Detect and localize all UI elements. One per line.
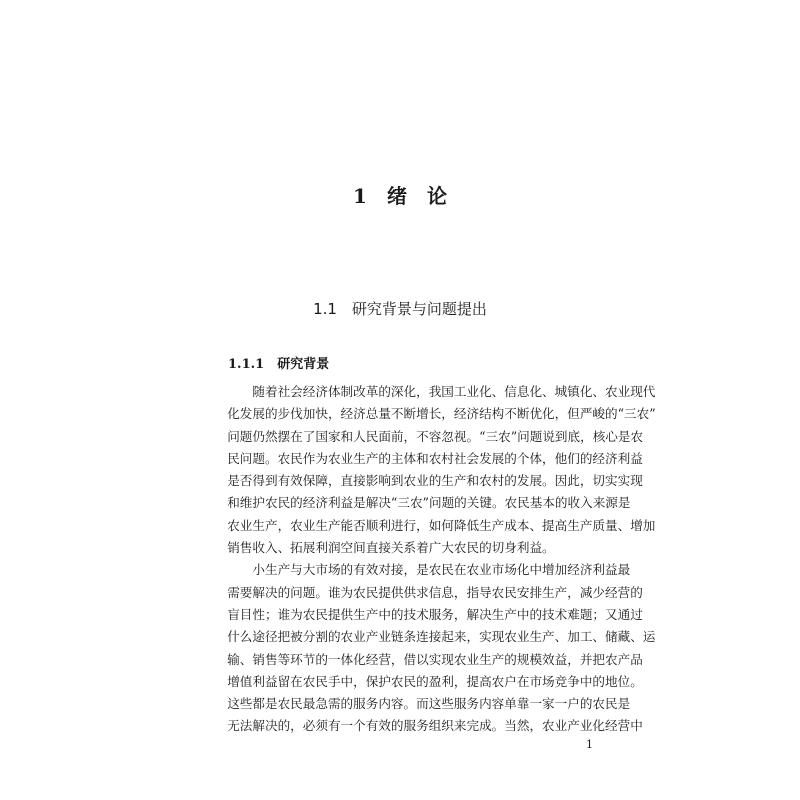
paragraph-1-line-8: 销售收入、拓展利润空间直接关系着广大农民的切身利益。 [227,540,555,556]
paragraph-1-line-1: 随着社会经济体制改革的深化，我国工业化、信息化、城镇化、农业现代 [227,384,656,399]
paragraph-1-line-4: 民问题。农民作为农业生产的主体和农村社会发展的个体，他们的经济利益 [227,450,643,466]
paragraph-2-line-3: 盲目性；谁为农民提供生产中的技术服务，解决生产中的技术难题；又通过 [227,606,643,622]
paragraph-2-line-2: 需要解决的问题。谁为农民提供供求信息，指导农民安排生产，减少经营的 [227,584,643,600]
paragraph-2-line-6: 增值利益留在农民手中，保护农民的盈利，提高农户在市场竞争中的地位。 [227,673,643,689]
paragraph-2 [202,559,656,737]
paragraph-2-line-1: 小生产与大市场的有效对接，是农民在农业市场化中增加经济利益最 [227,562,631,578]
paragraph-2-line-8: 无法解决的，必须有一个有效的服务组织来完成。当然，农业产业化经营中 [227,718,643,734]
paragraph-1-line-5: 是否得到有效保障，直接影响到农业的生产和农村的发展。因此，切实实现 [227,473,643,489]
subsection-title: 1.1.1 研究背景 [228,357,330,372]
chapter-title: 1 绪 论 [353,184,447,208]
paragraph-1 [202,381,656,559]
body-text [202,381,656,738]
paragraph-1-line-7: 农业生产，农业生产能否顺利进行，如何降低生产成本、提高生产质量、增加 [227,517,656,533]
paragraph-2-line-7: 这些都是农民最急需的服务内容。而这些服务内容单靠一家一户的农民是 [227,696,631,712]
paragraph-2-line-4: 什么途径把被分割的农业产业链条连接起来，实现农业生产、加工、储藏、运 [227,629,656,645]
page-number: 1 [586,738,593,751]
paragraph-1-line-2: 化发展的步伐加快，经济总量不断增长，经济结构不断优化，但严峻的“三农” [227,406,656,422]
paragraph-1-line-6: 和维护农民的经济利益是解决“三农”问题的关键。农民基本的收入来源是 [227,495,631,511]
section-title: 1.1 研究背景与问题提出 [313,300,487,318]
paragraph-1-line-3: 问题仍然摆在了国家和人民面前，不容忽视。“三农”问题说到底，核心是农 [227,428,644,444]
paragraph-2-line-5: 输、销售等环节的一体化经营，借以实现农业生产的规模效益，并把农产品 [227,651,643,667]
